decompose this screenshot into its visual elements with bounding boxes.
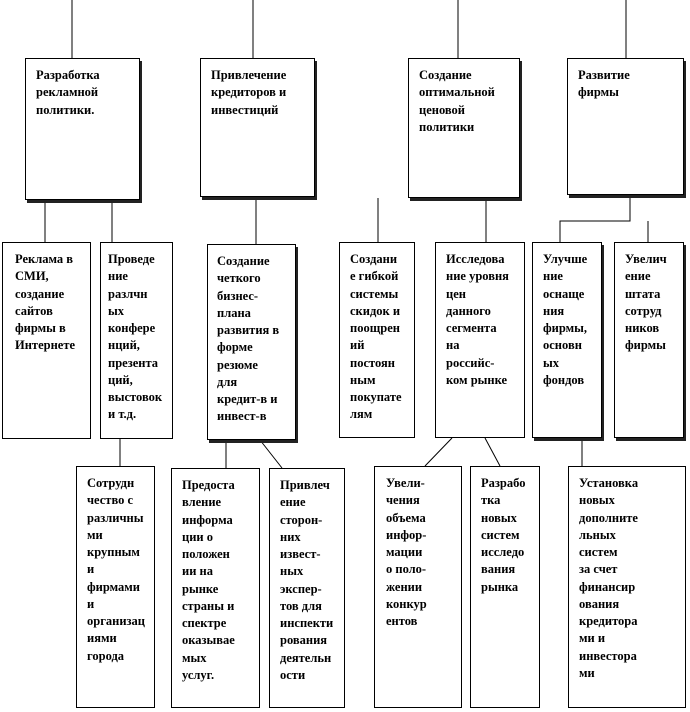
- top-box-pricing-policy: Создание оптимальной ценовой политики: [408, 58, 520, 198]
- mid-box-price-research: Исследова ние уровня цен данного сегмента на российс- ком рынке: [435, 242, 525, 438]
- bottom-box-research-systems: Разрабо тка новых систем исследо вания рынка: [470, 466, 540, 708]
- mid-box-media-ads: Реклама в СМИ, создание сайтов фирмы в Интернете: [2, 242, 91, 439]
- bottom-box-external-experts: Привлеч ение сторон- них извест- ных экспер- тов для инспекти рования деятельн ости: [269, 468, 345, 708]
- top-box-creditors-investments: Привлечение кредиторов и инвестиций: [200, 58, 315, 197]
- mid-box-staff-increase: Увелич ение штата сотруд ников фирмы: [614, 242, 684, 438]
- mid-box-conferences: Проведе ние разлчн ых конфере нций, презента ций, выстовок и т.д.: [100, 242, 173, 439]
- connector-research-systems: [485, 438, 500, 466]
- top-box-advertising-policy: Разработка рекламной политики.: [25, 58, 140, 200]
- bottom-box-market-info: Предоста вление информа ции о положен ии на рынке страны и спектре оказывае мых услуг.: [171, 468, 260, 708]
- bottom-box-competitor-info: Увели- чения объема инфор- мации о поло- жении конкур ентов: [374, 466, 462, 708]
- mid-box-equipment: Улучше ние оснаще ния фирмы, основн ых фондов: [532, 242, 602, 438]
- connector-dev-equip: [560, 195, 630, 242]
- bottom-box-new-systems: Установка новых дополните льных систем за счет финансир ования кредитора ми и инвестора ми: [568, 466, 686, 708]
- bottom-box-cooperation: Сотрудн чество с различны ми крупным и фирмами и организац иями города: [76, 466, 155, 708]
- mid-box-discount-system: Создани е гибкой системы скидок и поощрен ий постоян ным покупате лям: [339, 242, 415, 438]
- mid-box-business-plan: Создание четкого бизнес- плана развития в форме резюме для кредит-в и инвест-в: [207, 244, 296, 440]
- top-box-company-development: Развитие фирмы: [567, 58, 684, 195]
- connector-plan-experts: [260, 440, 282, 468]
- connector-research-competitors: [425, 438, 452, 466]
